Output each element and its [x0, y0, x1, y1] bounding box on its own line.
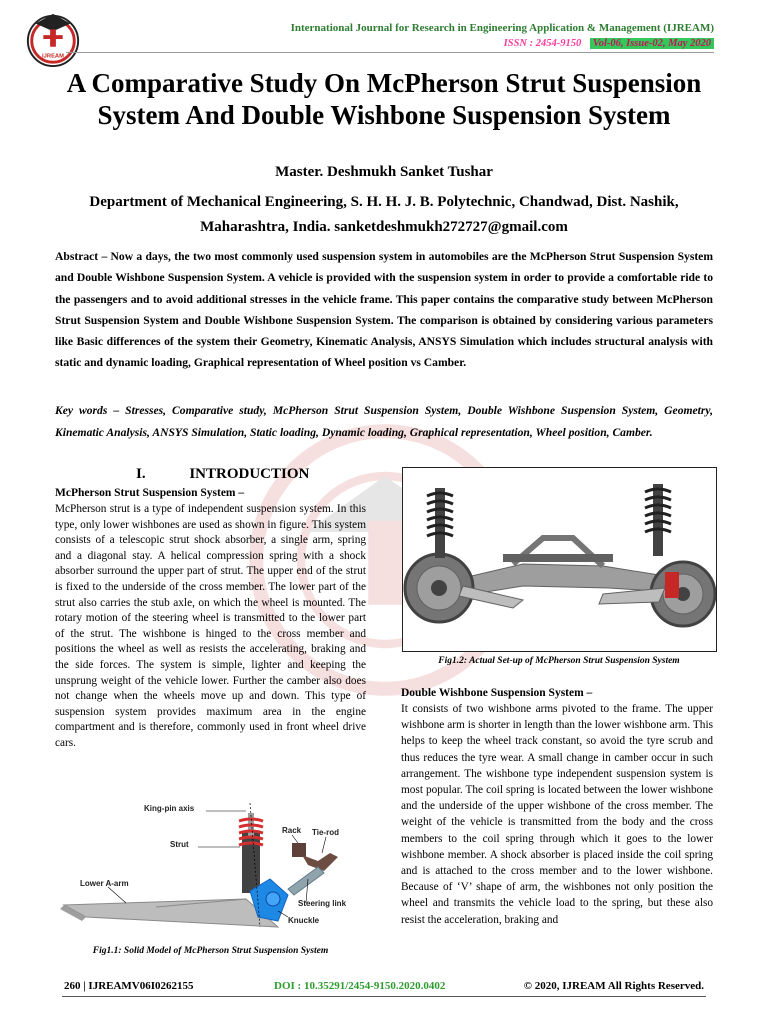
figure-solid-model — [56, 795, 361, 942]
section-title: INTRODUCTION — [189, 466, 310, 482]
label-lower-a-arm: Lower A-arm — [80, 879, 129, 888]
issn-line — [504, 38, 714, 49]
figure-1-2-caption: Fig1.2: Actual Set-up of McPherson Strut Suspension System — [438, 656, 680, 666]
label-kingpin-axis: King-pin axis — [144, 804, 195, 813]
body-text-mcpherson: McPherson strut is a type of independent suspension system. In this type, only lower wishbones are used as shown in figure. This system consists of a telescopic strut shock absorber, a single arm, spring and a diagonal stay. A helical compression spring with a shock absorber surround the upper part of strut. The upper end of the strut is fixed to the underside of the cross member. The lower part of the strut also carries the stub axle, on which the wheel is mounted. The rotary motion of the steering wheel is transmitted to the lower part of the strut. The wishbone is hinged to the cross member and positions the wheel as well as resists the accelerating, braking and the side forces. The system is simple, lighter and keeping the unsprung weight of the vehicle lower. Further the camber also does not change when the wheels move up and down. This type of suspension system provides maximum area in the engine compartment and is therefore, commonly used in front wheel drive cars. — [55, 503, 366, 749]
paper-title: A Comparative Study On McPherson Strut Suspension System And Double Wishbone Suspension System — [66, 68, 702, 130]
section-heading — [136, 466, 309, 483]
journal-name: International Journal for Research in Engineering Application & Management (IJREAM) — [290, 22, 714, 34]
header-divider — [66, 52, 714, 53]
label-rack: Rack — [282, 826, 302, 835]
label-knuckle: Knuckle — [288, 916, 320, 925]
suspension-photo-illustration — [403, 468, 716, 651]
section-number: I. — [136, 466, 146, 482]
author-affiliation: Department of Mechanical Engineering, S. H. H. J. B. Polytechnic, Chandwad, Dist. Nashik, Maharashtra, India. sanketdeshmukh272727@gmail.com — [89, 194, 679, 235]
abstract: Abstract – Now a days, the two most commonly used suspension system in automobiles are the McPherson Strut Suspension System and Double Wishbone Suspension System. A vehicle is provided with the suspension system in order to provide a comfortable ride to the passengers and to avoid additional stresses in the vehicle frame. This paper contains the comparative study between McPherson Strut Suspension System and Double Wishbone Suspension System. The comparison is obtained by considering various parameters like Basic differences of the system their Geometry, Kinematic Analysis, ANSYS Simulation which includes structural analysis with static and dynamic loading, Graphical representation of Wheel position vs Camber. — [55, 250, 713, 370]
page-info: 260 | IJREAMV06I0262155 — [64, 980, 194, 992]
label-strut: Strut — [170, 840, 189, 849]
label-steering-link: Steering link — [298, 899, 347, 908]
figure-actual-setup — [402, 467, 717, 652]
journal-logo — [24, 10, 82, 68]
author-name: Master. Deshmukh Sanket Tushar — [275, 164, 493, 180]
volume-issue: Vol-06, Issue-02, May 2020 — [590, 38, 714, 49]
keywords: Key words – Stresses, Comparative study, McPherson Strut Suspension System, Double Wishbone Suspension System, Geometry, Kinematic Analysis, ANSYS Simulation, Static loading, Dynamic loading, Graphical representation, Wheel position, Camber. — [55, 404, 713, 439]
subheading-double-wishbone: Double Wishbone Suspension System – — [401, 687, 593, 699]
doi-link[interactable]: DOI : 10.35291/2454-9150.2020.0402 — [274, 980, 446, 992]
footer-divider — [62, 996, 706, 997]
body-text-double-wishbone: It consists of two wishbone arms pivoted to the frame. The upper wishbone arm is shorter in length than the lower wishbone arm. This helps to keep the wheel track constant, so avoid the tyre scrub and thus reduces the tyre wear. A small change in camber occur in such arrangement. The wishbone type independent suspension system is most popular. The coil spring is located between the lower wishbone and the underside of the upper wishbone of the cross member. The weight of the vehicle is transmitted from the body and the cross members to the coil spring through which it goes to the lower wishbone member. A shock absorber is placed inside the coil spring and is attached to the cross member and to the lower wishbone. Because of ‘V’ shape of arm, the wishbones not only position the wheel and transmits the vehicle load to the spring, but these also resist the acceleration, braking and — [401, 703, 713, 926]
label-tie-rod: Tie-rod — [312, 828, 339, 837]
subheading-mcpherson: McPherson Strut Suspension System – — [55, 487, 245, 499]
figure-1-1-caption: Fig1.1: Solid Model of McPherson Strut Suspension System — [92, 946, 329, 956]
issn: ISSN : 2454-9150 — [503, 38, 582, 49]
logo-text: IJREAM — [42, 53, 64, 60]
copyright: © 2020, IJREAM All Rights Reserved. — [523, 980, 704, 992]
